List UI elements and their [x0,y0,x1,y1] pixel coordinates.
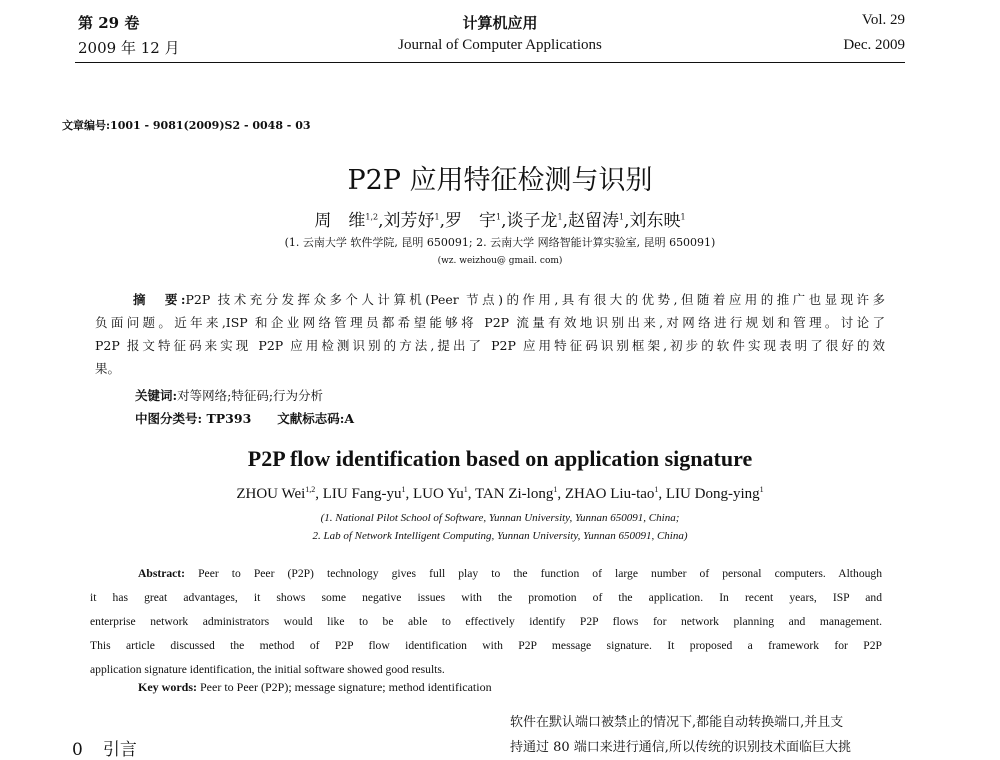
header-journal-cn: 计算机应用 [462,14,538,32]
affiliation-cn: (1. 云南大学 软件学院, 昆明 650091; 2. 云南大学 网络智能计算实验室, 昆明 650091) [284,236,716,249]
section-heading: 0 引言 [72,740,137,760]
header-date-en: Dec. 2009 [843,37,905,53]
header-journal-en: Journal of Computer Applications [398,37,602,53]
keywords-cn: 关键词:对等网络;特征码;行为分析 [135,388,324,403]
affiliation-en-1: (1. National Pilot School of Software, Yunnan University, Yunnan 650091, China; [320,512,680,524]
body-text-right: 软件在默认端口被禁止的情况下,都能自动转换端口,并且支 持通过 80 端口来进行通信,所以传统的识别技术面临巨大挑 [510,715,851,755]
header-vol-en: Vol. 29 [861,12,905,28]
title-en: P2P flow identification based on application signature [247,446,753,471]
title-cn: P2P 应用特征检测与识别 [347,165,653,196]
authors-en: ZHOU Wei$^{1,2}$, LIU Fang-$yu^1$, LUO Yu$^1$, TAN Zi-long$^1$, ZHAO Liu-tao$^1$, LIU Dong-ying$^1$ [236,485,764,502]
abstract-en: Abstract: Peer to Peer (P2P) technology gives full play to the function of large number of personal computers. Although it has great advantages, it shows some negative issues with the promotion of the application. In recent years, ISP and enterprise network administrators would like to be able to effectively identify P2P flows for network planning and management. This article discussed the method of P2P flow identification with P2P message signature. It proposed a framework for P2P application signature identification, the initial software showed good results. [90,567,883,676]
abstract-cn: 摘 要:P2P 技术充分发挥众多个人计算机(Peer 节点)的作用,具有很大的优势,但随着应用的推广也显现许多 负面问题。近年来,ISP 和企业网络管理员都希望能够将 P2P 流量有效地识别出来,对网络进行规划和管理。讨论了 P2P 报文特征码来实现 P2P 应用检测识别的方法,提出了 P2P 应用特征码识别框架,初步的软件实现表明了很好的效 果。 [95,292,885,376]
affiliation-en-2: 2. Lab of Network Intelligent Computing, Yunnan University, Yunnan 650091, China) [312,530,688,542]
authors-cn: 周 维$^{1,2}$,刘芳妤$^1$,罗 宇$^1$,谈子龙$^1$,赵留涛$^1$,刘东映$^1$ [314,211,686,231]
header-date-cn: 2009 年 12 月 [78,39,180,57]
clc-number: 中图分类号: TP393 文献标志码:A [135,411,355,426]
header-volume: 第 29 卷 [78,14,140,32]
email: (wz. weizhou@ gmail. com) [437,256,563,266]
article-number: 文章编号:1001 - 9081(2009)S2 - 0048 - 03 [62,119,311,132]
header-rule [75,62,905,63]
keywords-en: Key words: Peer to Peer (P2P); message signature; method identification [138,680,492,694]
